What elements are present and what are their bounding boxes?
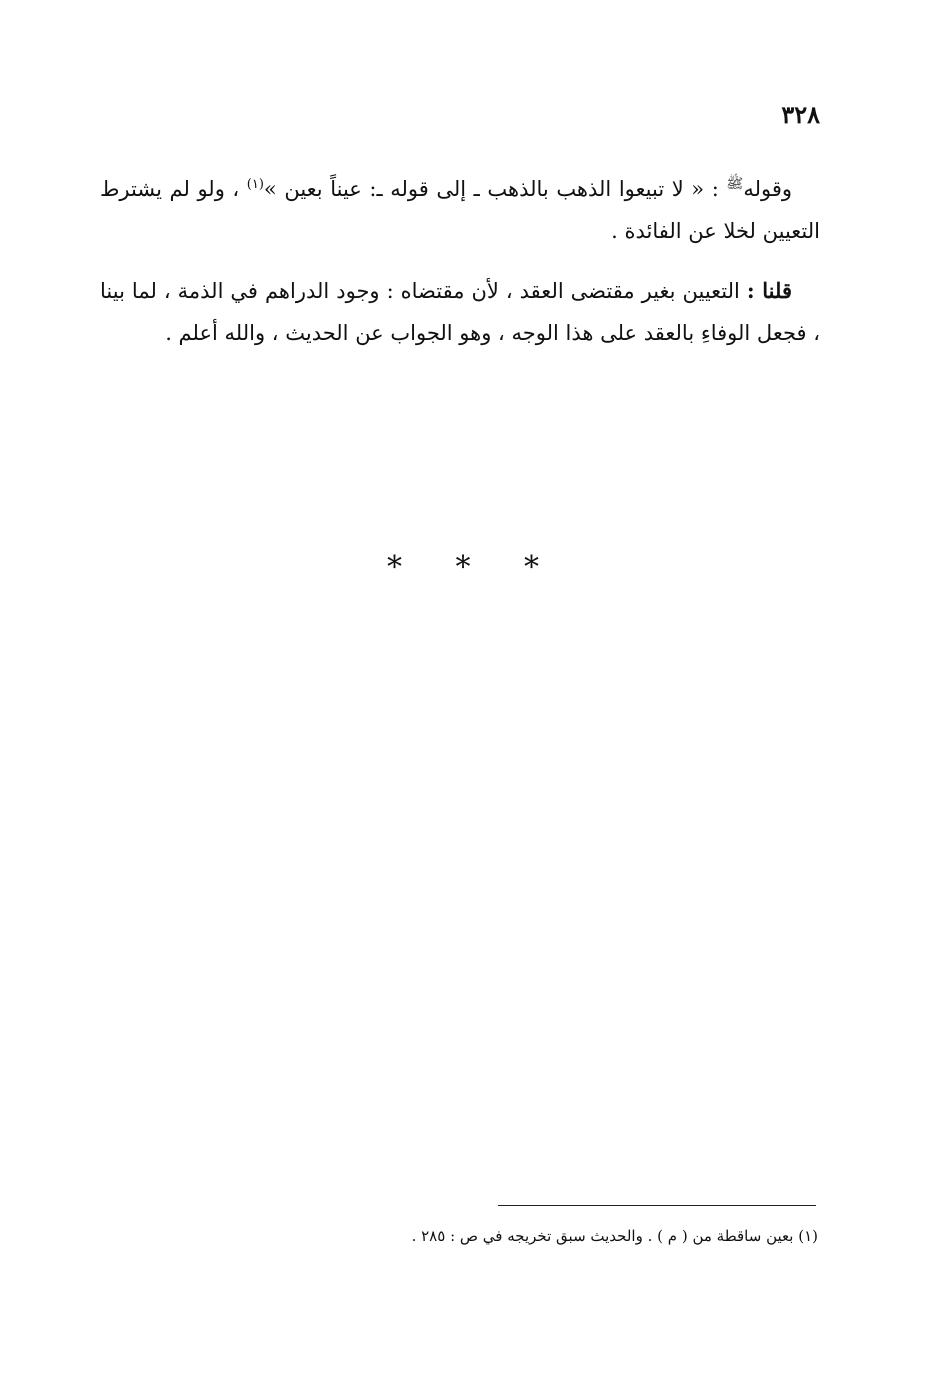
paragraph-2-text: التعيين بغير مقتضى العقد ، لأن مقتضاه : وجود الدراهم في الذمة ، لما بينا ، فجعل الوفاءِ بالعقد على هذا الوجه ، وهو الجواب عن الحديث ، والله أعلم . [100,279,820,345]
paragraph-2-lead: قلنا : [746,278,792,303]
honorific-mark: ﷺ [726,176,744,192]
page-number: ٣٢٨ [781,100,820,129]
paragraph-1 [100,168,820,252]
footnote-marker: (١) [798,1227,818,1245]
section-separator: * * * [386,550,562,585]
paragraph-1-text-after: ، ولو لم يشترط التعيين لخلا عن الفائدة . [100,177,820,243]
footnote-rule [498,1205,816,1206]
body-text [100,168,820,372]
footnote-reference: (١) [246,177,264,192]
paragraph-1-text: : « لا تبيعوا الذهب بالذهب ـ إلى قوله ـ: عيناً بعين » [263,177,727,201]
paragraph-1-prefix: وقوله [743,177,792,201]
footnote [300,1222,818,1250]
paragraph-2 [100,270,820,354]
footnote-text: بعين ساقطة من ( م ) . والحديث سبق تخريجه في ص : ٢٨٥ . [411,1227,799,1245]
